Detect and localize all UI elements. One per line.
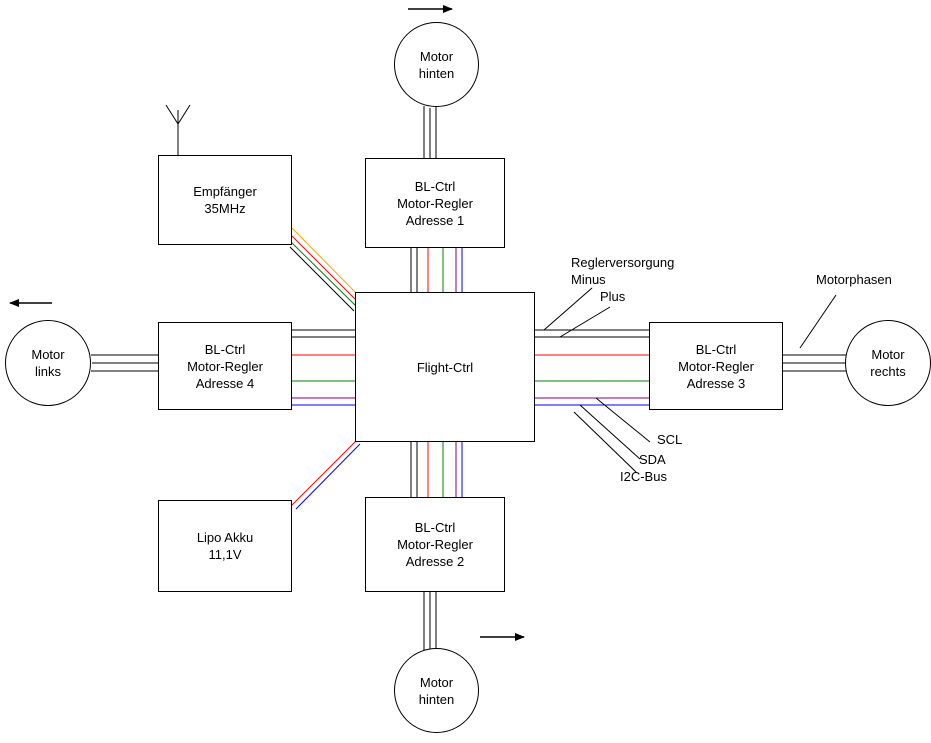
- node-label-line: 11,1V: [208, 547, 242, 562]
- node-label-line: BL-Ctrl: [204, 341, 246, 357]
- node-motor-hinten-bottom[interactable]: [394, 648, 479, 733]
- node-label-line: BL-Ctrl: [695, 341, 737, 357]
- node-lipo-akku[interactable]: [158, 500, 292, 592]
- node-label-line: Adresse 4: [195, 375, 255, 391]
- node-label-line: Motor-Regler: [187, 358, 263, 374]
- node-motor-hinten-top[interactable]: [394, 22, 479, 107]
- annotation-scl: SCL: [657, 432, 683, 447]
- node-label-line: Adresse 1: [405, 212, 465, 228]
- node-label-line: Motor: [419, 674, 454, 690]
- node-label-line: Motor-Regler: [397, 195, 473, 211]
- node-motor-rechts[interactable]: [845, 320, 931, 406]
- node-label-line: Adresse 3: [686, 375, 746, 391]
- node-label-line: Motor-Regler: [397, 537, 473, 552]
- node-label-line: Motor: [419, 48, 454, 64]
- annotation-minus: Minus: [571, 272, 606, 287]
- node-label-line: BL-Ctrl: [414, 520, 456, 535]
- node-label-line: Adresse 2: [405, 554, 465, 569]
- node-bl-ctrl-2[interactable]: [365, 497, 505, 592]
- node-label-line: Empfänger: [193, 184, 257, 199]
- node-label-line: hinten: [418, 691, 455, 707]
- node-flight-ctrl[interactable]: [355, 292, 535, 442]
- node-label-line: Flight-Ctrl: [416, 359, 474, 375]
- node-label-line: BL-Ctrl: [414, 178, 456, 194]
- node-bl-ctrl-3[interactable]: [649, 322, 783, 410]
- annotation-motorphasen: Motorphasen: [816, 272, 892, 287]
- node-empfaenger[interactable]: [158, 155, 292, 245]
- node-label-line: hinten: [418, 65, 455, 81]
- node-label-line: Lipo Akku: [196, 530, 254, 545]
- node-label-line: Motor: [871, 347, 905, 362]
- node-label-line: links: [34, 364, 61, 379]
- node-label-line: 35MHz: [204, 201, 246, 216]
- node-label-line: Motor-Regler: [678, 358, 754, 374]
- node-bl-ctrl-4[interactable]: [158, 322, 292, 410]
- node-bl-ctrl-1[interactable]: [365, 158, 505, 248]
- annotation-i2c-bus: I2C-Bus: [620, 469, 667, 484]
- annotation-plus: Plus: [600, 289, 626, 304]
- node-label-line: rechts: [870, 364, 906, 379]
- annotation-reglerversorgung: Reglerversorgung: [571, 255, 675, 270]
- node-motor-links[interactable]: [5, 320, 91, 406]
- node-label-line: Motor: [31, 347, 65, 362]
- annotation-sda: SDA: [639, 452, 666, 467]
